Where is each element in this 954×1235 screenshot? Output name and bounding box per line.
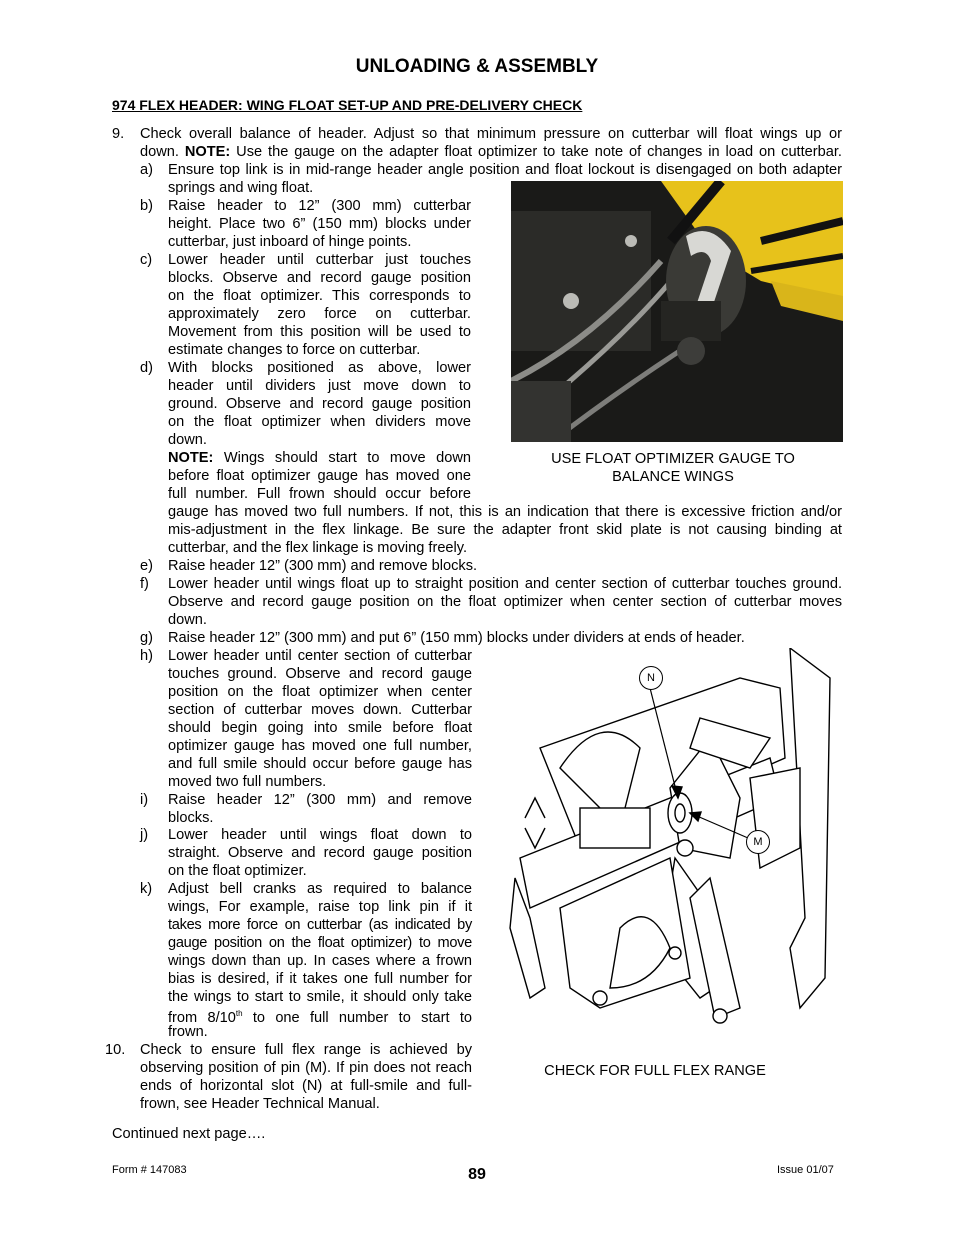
issue-date: Issue 01/07	[777, 1164, 834, 1176]
text-line: optimizer gauge has moved one full number,	[168, 738, 472, 754]
text-line: approximately zero force on cutterbar.	[168, 306, 471, 322]
text-line: Observe and record gauge position on the float optimizer when center section of cutterbar moves	[168, 594, 842, 610]
text-line: Lower header until cutterbar just touches	[168, 252, 471, 268]
page-number: 89	[468, 1166, 486, 1183]
item-label: c)	[140, 252, 153, 268]
item-label: d)	[140, 360, 153, 376]
text-line: ends of horizontal slot (N) at full-smile and full-	[140, 1078, 472, 1094]
text-line: from 8/10th to one full number to start to	[168, 1009, 472, 1026]
flex-linkage-diagram	[500, 648, 840, 1038]
text-line: on the float optimizer when dividers move	[168, 414, 471, 430]
item-label: b)	[140, 198, 153, 214]
text-line: down.	[168, 612, 207, 628]
item-label: i)	[140, 792, 149, 808]
text-line: wings, For example, raise top link pin if it	[168, 899, 472, 915]
text-line: should begin going into smile before float	[168, 720, 472, 736]
text-line: frown.	[168, 1024, 208, 1040]
text-line: straight. Observe and record gauge position	[168, 845, 472, 861]
text-line: blocks. Observe and record gauge position	[168, 270, 471, 286]
callout-m: M	[746, 830, 770, 854]
text-line: position on the float optimizer when center	[168, 684, 472, 700]
item-label: h)	[140, 648, 153, 664]
text-line: header until dividers just move down to	[168, 378, 471, 394]
step-number: 9.	[112, 126, 125, 142]
text-line: Lower header until wings float down to	[168, 827, 472, 843]
text-line: cutterbar, just inboard of hinge points.	[168, 234, 412, 250]
step-number: 10.	[105, 1042, 126, 1058]
text-line: full number. Full frown should occur before	[168, 486, 471, 502]
text-line: springs and wing float.	[168, 180, 314, 196]
text-line: moved two full numbers.	[168, 774, 327, 790]
item-label: k)	[140, 881, 153, 897]
continued-note: Continued next page….	[112, 1126, 266, 1142]
text-line: Raise header 12” (300 mm) and put 6” (150 mm) blocks under dividers at ends of header.	[168, 630, 745, 646]
text-line: mis-adjustment in the flex linkage. Be sure the adapter front skid plate is not causing binding at	[168, 522, 842, 538]
text-line: Movement from this position will be used to	[168, 324, 471, 340]
text-line: gauge position on the float optimizer) to move	[168, 935, 472, 951]
text-line: frown, see Header Technical Manual.	[140, 1096, 380, 1112]
text-line: down.	[168, 432, 207, 448]
text-line: cutterbar, and the flex linkage is moving freely.	[168, 540, 468, 556]
figure-caption: CHECK FOR FULL FLEX RANGE	[544, 1063, 766, 1079]
item-label: g)	[140, 630, 153, 646]
text-line: section of cutterbar moves down. Cutterbar	[168, 702, 472, 718]
text-line: Check overall balance of header. Adjust so that minimum pressure on cutterbar will float wings up or	[140, 126, 842, 142]
photo-caption: USE FLOAT OPTIMIZER GAUGE TO BALANCE WINGS	[551, 451, 795, 485]
page-title: UNLOADING & ASSEMBLY	[355, 56, 599, 77]
text-line: Raise header 12” (300 mm) and remove	[168, 792, 472, 808]
form-number: Form # 147083	[112, 1164, 187, 1176]
text-line: blocks.	[168, 810, 214, 826]
text-line: Adjust bell cranks as required to balance	[168, 881, 472, 897]
item-label: a)	[140, 162, 153, 178]
text-line: gauge has moved two full numbers. If not, this is an indication that there is excessive friction and/or	[168, 504, 842, 520]
text-line: wings down than up. In cases where a frown	[168, 953, 472, 969]
float-optimizer-photo	[511, 181, 843, 442]
text-line: Check to ensure full flex range is achieved by	[140, 1042, 472, 1058]
text-line: Lower header until center section of cutterbar	[168, 648, 472, 664]
text-line: touches ground. Observe and record gauge	[168, 666, 472, 682]
text-line: Raise header 12” (300 mm) and remove blocks.	[168, 558, 478, 574]
text-line: takes more force on cutterbar (as indicated by	[168, 917, 472, 933]
text-line: estimate changes to force on cutterbar.	[168, 342, 421, 358]
text-line: and full smile should occur before gauge has	[168, 756, 472, 772]
text-line: observing position of pin (M). If pin does not reach	[140, 1060, 472, 1076]
text-line: bias is desired, if it takes one full number for	[168, 971, 472, 987]
text-line: on the float optimizer. This corresponds to	[168, 288, 471, 304]
text-line: With blocks positioned as above, lower	[168, 360, 471, 376]
text-line: height. Place two 6” (150 mm) blocks under	[168, 216, 471, 232]
item-label: f)	[140, 576, 149, 592]
section-heading: 974 FLEX HEADER: WING FLOAT SET-UP AND PRE-DELIVERY CHECK	[112, 97, 583, 113]
text-line: ground. Observe and record gauge position	[168, 396, 471, 412]
text-line: Ensure top link is in mid-range header angle position and float lockout is disengaged on both adapter	[168, 162, 842, 178]
text-line: Raise header to 12” (300 mm) cutterbar	[168, 198, 471, 214]
text-line: down. NOTE: Use the gauge on the adapter float optimizer to take note of changes in load on cutterbar.	[140, 144, 842, 160]
item-label: e)	[140, 558, 153, 574]
text-line: the wings to start to smile, it should only take	[168, 989, 472, 1005]
text-line: Lower header until wings float up to straight position and center section of cutterbar touches ground.	[168, 576, 842, 592]
text-line: NOTE: Wings should start to move down	[168, 450, 471, 466]
callout-n: N	[639, 666, 663, 690]
text-line: on the float optimizer.	[168, 863, 307, 879]
item-label: j)	[140, 827, 149, 843]
text-line: before float optimizer gauge has moved one	[168, 468, 471, 484]
